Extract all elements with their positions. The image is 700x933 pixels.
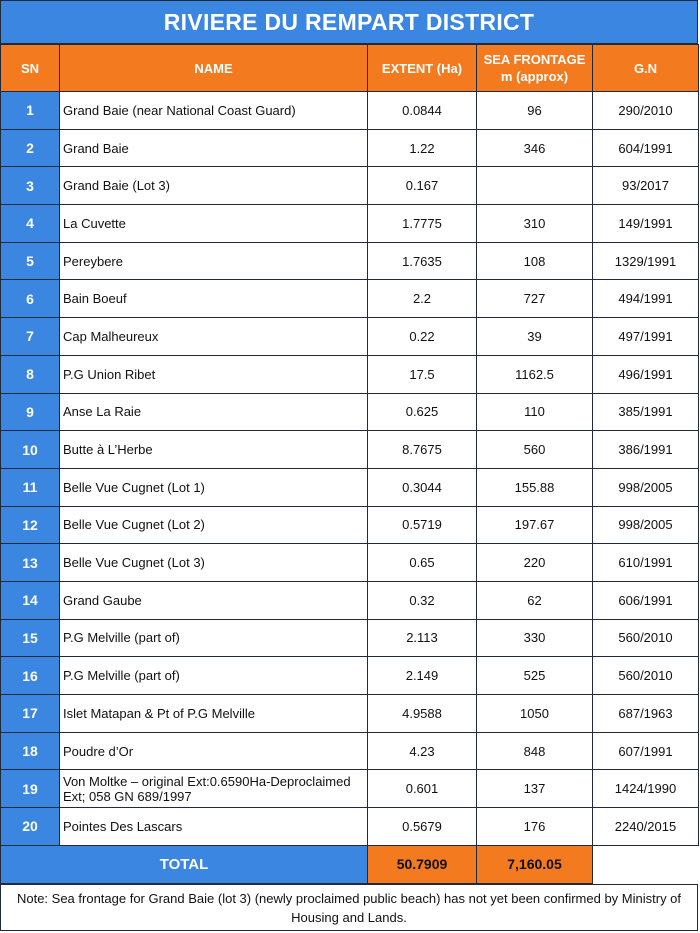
row-name: Grand Baie	[60, 129, 368, 167]
row-frontage: 727	[477, 280, 593, 318]
total-extent: 50.7909	[368, 845, 477, 883]
header-frontage-line1: SEA FRONTAGE	[483, 52, 586, 67]
beach-table	[0, 44, 699, 884]
row-gn: 290/2010	[593, 92, 699, 130]
row-frontage: 39	[477, 318, 593, 356]
row-gn: 560/2010	[593, 657, 699, 695]
row-frontage: 330	[477, 619, 593, 657]
table-row	[1, 657, 699, 695]
row-name: P.G Melville (part of)	[60, 619, 368, 657]
row-extent: 1.22	[368, 129, 477, 167]
row-frontage: 1162.5	[477, 355, 593, 393]
row-gn: 560/2010	[593, 619, 699, 657]
row-extent: 0.3044	[368, 468, 477, 506]
row-extent: 4.23	[368, 732, 477, 770]
table-row	[1, 506, 699, 544]
header-frontage	[477, 45, 593, 92]
row-gn: 607/1991	[593, 732, 699, 770]
row-gn: 93/2017	[593, 167, 699, 205]
row-sn: 16	[1, 657, 60, 695]
total-frontage: 7,160.05	[477, 845, 593, 883]
table-row	[1, 92, 699, 130]
row-name: Bain Boeuf	[60, 280, 368, 318]
row-sn: 14	[1, 581, 60, 619]
footnote: Note: Sea frontage for Grand Baie (lot 3) (newly proclaimed public beach) has not yet been confirmed by Ministry of Housing and Lands.	[0, 884, 698, 931]
row-name: Belle Vue Cugnet (Lot 3)	[60, 544, 368, 582]
table-body	[1, 92, 699, 846]
row-extent: 17.5	[368, 355, 477, 393]
header-gn: G.N	[593, 45, 699, 92]
row-name: Pointes Des Lascars	[60, 808, 368, 846]
header-extent: EXTENT (Ha)	[368, 45, 477, 92]
row-extent: 0.32	[368, 581, 477, 619]
row-frontage: 848	[477, 732, 593, 770]
row-sn: 15	[1, 619, 60, 657]
table-title: RIVIERE DU REMPART DISTRICT	[0, 0, 698, 44]
row-name: Belle Vue Cugnet (Lot 1)	[60, 468, 368, 506]
row-sn: 17	[1, 695, 60, 733]
row-gn: 149/1991	[593, 205, 699, 243]
row-extent: 1.7775	[368, 205, 477, 243]
total-gn-empty	[593, 845, 699, 883]
header-frontage-line2: m (approx)	[500, 69, 569, 84]
table-row	[1, 242, 699, 280]
row-extent: 2.149	[368, 657, 477, 695]
row-sn: 3	[1, 167, 60, 205]
row-gn: 497/1991	[593, 318, 699, 356]
row-name: Anse La Raie	[60, 393, 368, 431]
table-row	[1, 280, 699, 318]
row-gn: 385/1991	[593, 393, 699, 431]
row-name: P.G Melville (part of)	[60, 657, 368, 695]
row-gn: 610/1991	[593, 544, 699, 582]
row-gn: 386/1991	[593, 431, 699, 469]
row-extent: 0.5719	[368, 506, 477, 544]
table-row	[1, 619, 699, 657]
row-name: Grand Gaube	[60, 581, 368, 619]
row-name: Grand Baie (near National Coast Guard)	[60, 92, 368, 130]
row-sn: 2	[1, 129, 60, 167]
table-row	[1, 167, 699, 205]
row-name: Poudre d’Or	[60, 732, 368, 770]
table-row	[1, 468, 699, 506]
row-sn: 12	[1, 506, 60, 544]
row-sn: 1	[1, 92, 60, 130]
row-extent: 0.625	[368, 393, 477, 431]
row-frontage	[477, 167, 593, 205]
row-sn: 18	[1, 732, 60, 770]
row-frontage: 346	[477, 129, 593, 167]
row-sn: 19	[1, 770, 60, 808]
table-row	[1, 581, 699, 619]
row-gn: 998/2005	[593, 506, 699, 544]
row-sn: 7	[1, 318, 60, 356]
row-gn: 998/2005	[593, 468, 699, 506]
row-name: Grand Baie (Lot 3)	[60, 167, 368, 205]
row-sn: 10	[1, 431, 60, 469]
row-frontage: 176	[477, 808, 593, 846]
row-gn: 496/1991	[593, 355, 699, 393]
total-label: TOTAL	[1, 845, 368, 883]
row-extent: 4.9588	[368, 695, 477, 733]
row-extent: 0.5679	[368, 808, 477, 846]
row-name: Butte à L’Herbe	[60, 431, 368, 469]
row-name: P.G Union Ribet	[60, 355, 368, 393]
row-frontage: 155.88	[477, 468, 593, 506]
row-frontage: 110	[477, 393, 593, 431]
table-row	[1, 544, 699, 582]
row-name: La Cuvette	[60, 205, 368, 243]
row-extent: 0.167	[368, 167, 477, 205]
row-frontage: 62	[477, 581, 593, 619]
row-frontage: 310	[477, 205, 593, 243]
table-row	[1, 695, 699, 733]
row-extent: 0.601	[368, 770, 477, 808]
row-frontage: 220	[477, 544, 593, 582]
table-row	[1, 431, 699, 469]
row-gn: 604/1991	[593, 129, 699, 167]
row-extent: 2.2	[368, 280, 477, 318]
row-gn: 687/1963	[593, 695, 699, 733]
table-row	[1, 318, 699, 356]
row-name: Islet Matapan & Pt of P.G Melville	[60, 695, 368, 733]
row-name: Von Moltke – original Ext:0.6590Ha-Deproclaimed Ext; 058 GN 689/1997	[60, 770, 368, 808]
row-sn: 20	[1, 808, 60, 846]
row-extent: 2.113	[368, 619, 477, 657]
row-gn: 1424/1990	[593, 770, 699, 808]
row-frontage: 1050	[477, 695, 593, 733]
row-sn: 5	[1, 242, 60, 280]
row-frontage: 108	[477, 242, 593, 280]
table-row	[1, 393, 699, 431]
table-row	[1, 770, 699, 808]
total-row	[1, 845, 699, 883]
header-sn: SN	[1, 45, 60, 92]
row-name: Belle Vue Cugnet (Lot 2)	[60, 506, 368, 544]
row-gn: 2240/2015	[593, 808, 699, 846]
row-sn: 9	[1, 393, 60, 431]
row-gn: 606/1991	[593, 581, 699, 619]
row-frontage: 137	[477, 770, 593, 808]
row-name: Cap Malheureux	[60, 318, 368, 356]
table-row	[1, 129, 699, 167]
row-name: Pereybere	[60, 242, 368, 280]
row-sn: 8	[1, 355, 60, 393]
row-frontage: 197.67	[477, 506, 593, 544]
header-name: NAME	[60, 45, 368, 92]
row-sn: 4	[1, 205, 60, 243]
row-extent: 0.65	[368, 544, 477, 582]
table-row	[1, 355, 699, 393]
row-frontage: 96	[477, 92, 593, 130]
row-gn: 494/1991	[593, 280, 699, 318]
row-sn: 13	[1, 544, 60, 582]
row-extent: 1.7635	[368, 242, 477, 280]
row-extent: 8.7675	[368, 431, 477, 469]
row-sn: 11	[1, 468, 60, 506]
row-sn: 6	[1, 280, 60, 318]
table-row	[1, 205, 699, 243]
row-frontage: 525	[477, 657, 593, 695]
row-extent: 0.22	[368, 318, 477, 356]
row-extent: 0.0844	[368, 92, 477, 130]
row-gn: 1329/1991	[593, 242, 699, 280]
table-row	[1, 732, 699, 770]
table-row	[1, 808, 699, 846]
header-row	[1, 45, 699, 92]
row-frontage: 560	[477, 431, 593, 469]
